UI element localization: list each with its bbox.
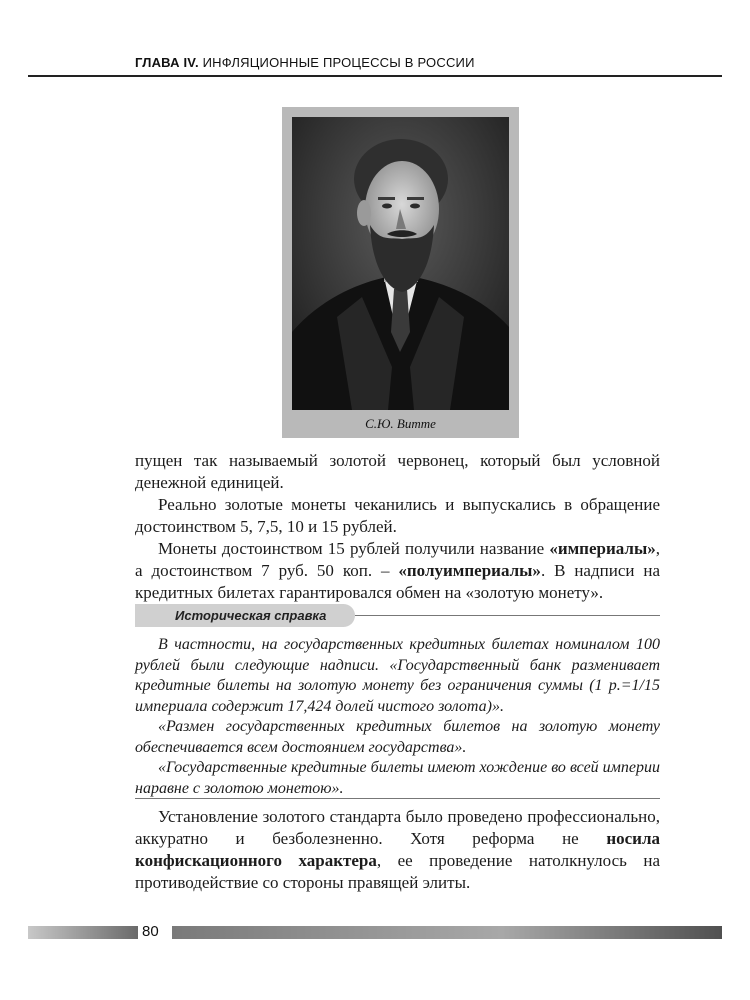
portrait-figure bbox=[282, 107, 519, 438]
note-paragraph: «Государственные кредитные билеты имеют хождение во всей империи наравне с золотою монетою». bbox=[135, 759, 660, 797]
footer-bar-right bbox=[172, 926, 722, 939]
portrait-photo bbox=[292, 117, 509, 410]
chapter-number: ГЛАВА IV. bbox=[135, 55, 199, 70]
historical-note-header bbox=[135, 604, 660, 628]
note-paragraph: «Размен государственных кредитных билетов на золотую монету обеспечивается всем достоянием государства». bbox=[135, 718, 660, 756]
historical-note-label: Историческая справка bbox=[135, 604, 355, 627]
text-run: , ее проведение натолкнулось на противодействие со стороны правящей элиты. bbox=[135, 851, 661, 892]
text-run: Монеты достоинством 15 рублей получили название bbox=[158, 539, 550, 558]
paragraph: Реально золотые монеты чеканились и выпускались в обращение достоинством 5, 7,5, 10 и 15 рублей. bbox=[135, 495, 660, 536]
body-text-top bbox=[135, 450, 660, 604]
portrait-image bbox=[292, 117, 509, 410]
historical-note-bottom-rule bbox=[135, 798, 660, 799]
bold-term-imperials: «империалы» bbox=[549, 539, 656, 558]
paragraph bbox=[135, 538, 660, 604]
running-header bbox=[0, 50, 750, 80]
bold-term-half-imperials: «полуимпериалы» bbox=[398, 561, 541, 580]
body-text-bottom bbox=[135, 806, 660, 894]
text-run: , а достоинством 7 руб. 50 коп. – bbox=[135, 539, 660, 580]
page-number: 80 bbox=[142, 923, 159, 940]
text-run: . В надписи на кредитных билетах гарантировался обмен на «золотую монету». bbox=[135, 561, 661, 602]
bold-term-confiscation: носила конфискационного характера bbox=[135, 829, 660, 870]
chapter-name: ИНФЛЯЦИОННЫЕ ПРОЦЕССЫ В РОССИИ bbox=[202, 55, 475, 70]
note-paragraph: В частности, на государственных кредитных билетах номиналом 100 рублей были следующие надписи. «Государственный банк разменивает кредитные билеты на золотую монету без ограничения суммы (1 р.=1/15 империала содержит 17,424 долей чистого золота)». bbox=[135, 636, 660, 715]
figure-caption: С.Ю. Витте bbox=[365, 416, 436, 431]
chapter-title bbox=[135, 55, 475, 70]
text-run: Установление золотого стандарта было проведено профессионально, аккуратно и безболезненно. Хотя реформа не bbox=[135, 807, 660, 848]
paragraph: пущен так называемый золотой червонец, который был условной денежной единицей. bbox=[135, 451, 660, 492]
paragraph bbox=[135, 806, 660, 894]
footer-bar-left bbox=[28, 926, 138, 939]
historical-note-rule bbox=[355, 615, 660, 616]
header-rule bbox=[28, 75, 722, 77]
historical-note-body bbox=[135, 635, 660, 799]
